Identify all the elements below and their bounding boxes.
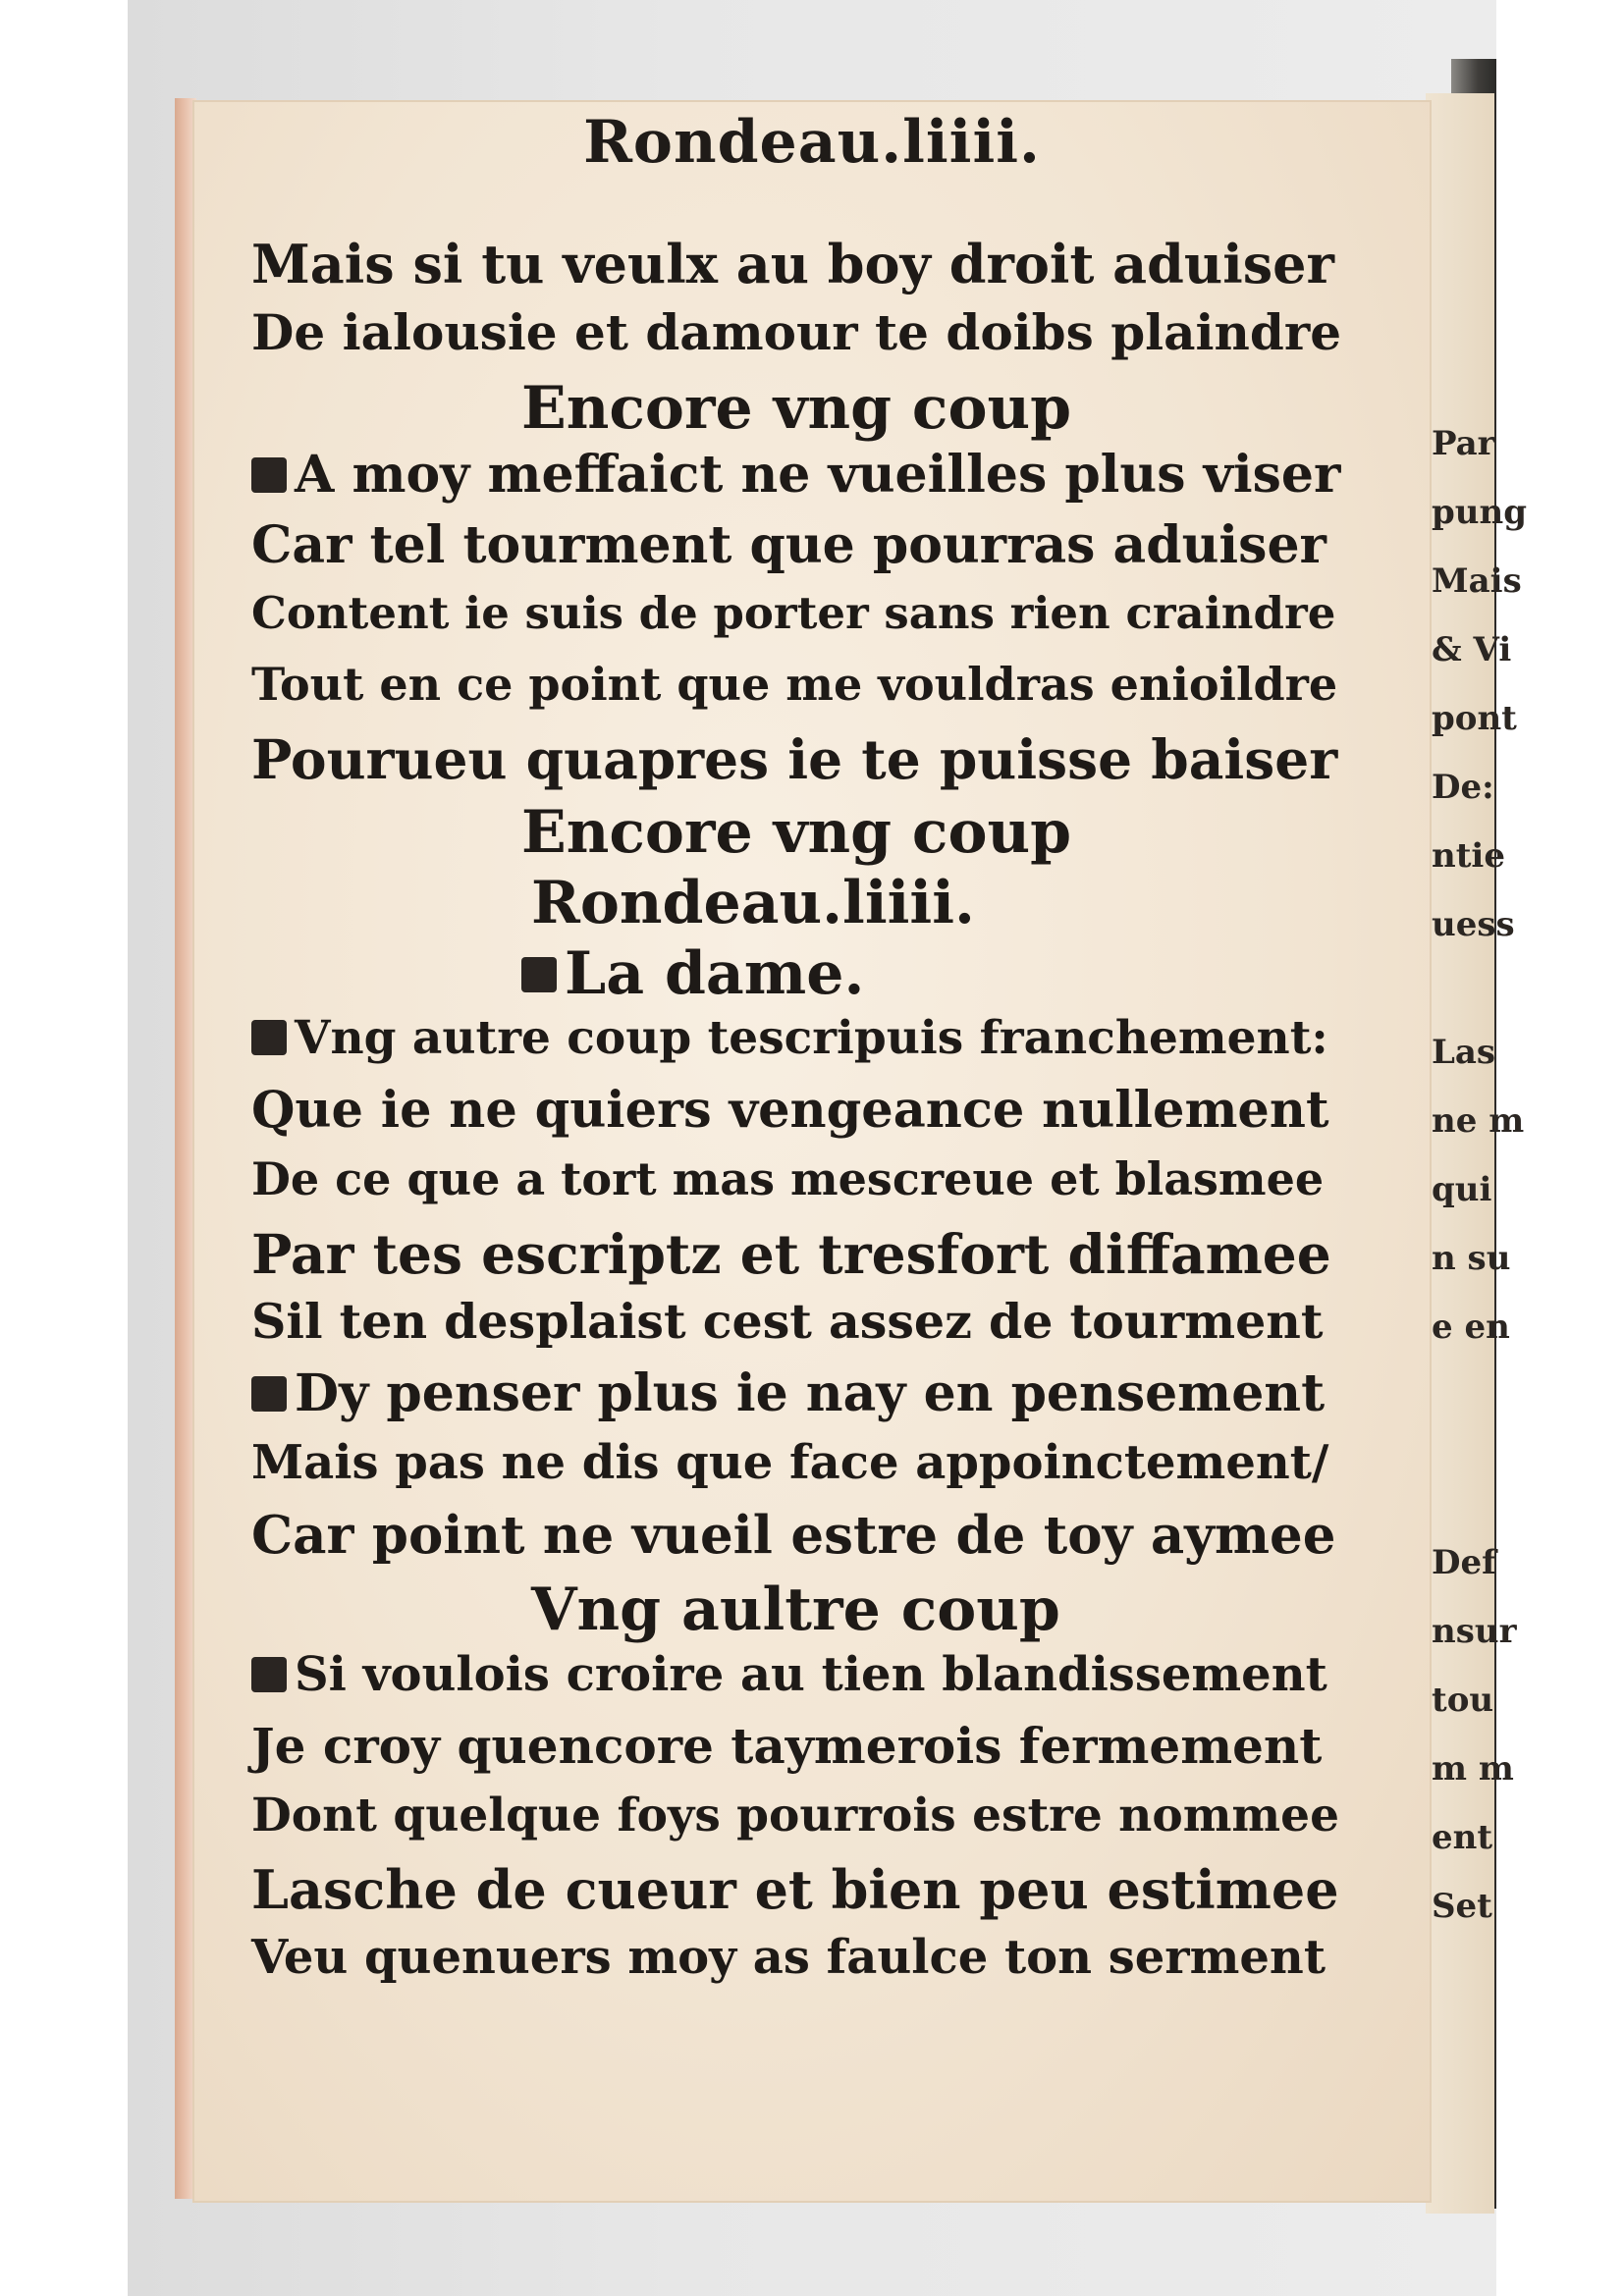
text-line [251, 1717, 1323, 1775]
adjacent-fragment: ent [1432, 1818, 1493, 1857]
text-line [521, 939, 865, 1008]
book-page [192, 100, 1432, 2203]
text-line [251, 587, 1336, 639]
adjacent-fragment: pont [1432, 699, 1517, 738]
text-line-content: Par tes escriptz et tresfort diffamee [251, 1222, 1331, 1286]
text-line [251, 1152, 1325, 1205]
text-line-content: Veu quenuers moy as faulce ton serment [251, 1930, 1326, 1985]
adjacent-fragment: Mais [1432, 561, 1522, 601]
text-line [531, 869, 975, 937]
adjacent-fragment: & Vi [1432, 630, 1512, 669]
text-line [251, 1293, 1324, 1350]
page-header: Rondeau.liiii. [583, 108, 1041, 177]
adjacent-fragment: Def [1432, 1543, 1496, 1582]
paragraph-mark-icon [521, 957, 557, 992]
text-line [251, 1081, 1329, 1140]
text-line-content: De ialousie et damour te doibs plaindre [251, 303, 1342, 361]
text-line [251, 1789, 1339, 1842]
adjacent-fragment: qui [1432, 1170, 1492, 1209]
text-line-content: Car tel tourment que pourras aduiser [251, 515, 1326, 575]
text-line-content: Mais si tu veulx au boy droit aduiser [251, 233, 1334, 295]
adjacent-fragment: Las [1432, 1033, 1496, 1072]
text-line-content: Vng aultre coup [531, 1575, 1060, 1644]
adjacent-fragment: nsur [1432, 1612, 1517, 1651]
adjacent-fragment: Par [1432, 424, 1495, 463]
text-line [251, 727, 1338, 791]
text-line-content: Je croy quencore taymerois fermement [251, 1717, 1323, 1775]
text-line [251, 1222, 1331, 1286]
text-line [251, 1435, 1329, 1490]
text-line [251, 233, 1334, 295]
text-line-content: Lasche de cueur et bien peu estimee [251, 1858, 1339, 1921]
adjacent-fragment: De: [1432, 768, 1494, 807]
adjacent-fragment: ntie [1432, 836, 1505, 876]
text-line-content: Encore vng coup [521, 374, 1072, 443]
text-line [251, 445, 1341, 505]
text-line-content: A moy meffaict ne vueilles plus viser [295, 445, 1341, 505]
text-line-content: Vng autre coup tescripuis franchement: [295, 1011, 1328, 1065]
text-line-content: Content ie suis de porter sans rien craindre [251, 587, 1336, 639]
adjacent-fragment: ne m [1432, 1101, 1525, 1141]
adjacent-fragment: e en [1432, 1308, 1510, 1347]
text-line [531, 1575, 1060, 1644]
text-line-content: La dame. [565, 939, 865, 1008]
adjacent-fragment: uess [1432, 905, 1515, 944]
adjacent-page [1426, 93, 1527, 2214]
paragraph-mark-icon [251, 1020, 287, 1055]
text-line [251, 1011, 1328, 1065]
text-line [251, 1858, 1339, 1921]
text-line [251, 1647, 1327, 1702]
adjacent-fragment: tou [1432, 1681, 1494, 1720]
adjacent-fragment: m m [1432, 1749, 1514, 1789]
paragraph-mark-icon [251, 1376, 287, 1412]
text-line-content: Rondeau.liiii. [531, 869, 975, 937]
text-line-content: Si voulois croire au tien blandissement [295, 1647, 1327, 1702]
adjacent-fragment: Set [1432, 1887, 1492, 1926]
text-line-content: Mais pas ne dis que face appoinctement/ [251, 1435, 1329, 1490]
text-line [251, 515, 1326, 575]
text-line-content: Dy penser plus ie nay en pensement [295, 1363, 1326, 1423]
text-line-content: De ce que a tort mas mescreue et blasmee [251, 1152, 1325, 1205]
adjacent-fragment: n su [1432, 1239, 1511, 1278]
text-line-content: Car point ne vueil estre de toy aymee [251, 1505, 1336, 1566]
text-line [251, 658, 1338, 711]
paragraph-mark-icon [251, 457, 287, 493]
text-line [521, 798, 1072, 867]
text-line-content: Que ie ne quiers vengeance nullement [251, 1081, 1329, 1140]
text-line-content: Encore vng coup [521, 798, 1072, 867]
text-line-content: Tout en ce point que me vouldras enioildre [251, 658, 1338, 711]
text-line [521, 374, 1072, 443]
text-line-content: Sil ten desplaist cest assez de tourment [251, 1293, 1324, 1350]
text-line [251, 1363, 1326, 1423]
text-line [251, 1930, 1326, 1985]
text-line [251, 303, 1342, 361]
text-line-content: Dont quelque foys pourrois estre nommee [251, 1789, 1339, 1842]
paragraph-mark-icon [251, 1657, 287, 1692]
text-line [251, 1505, 1336, 1566]
text-line-content: Pourueu quapres ie te puisse baiser [251, 727, 1338, 791]
adjacent-fragment: pung [1432, 493, 1527, 532]
